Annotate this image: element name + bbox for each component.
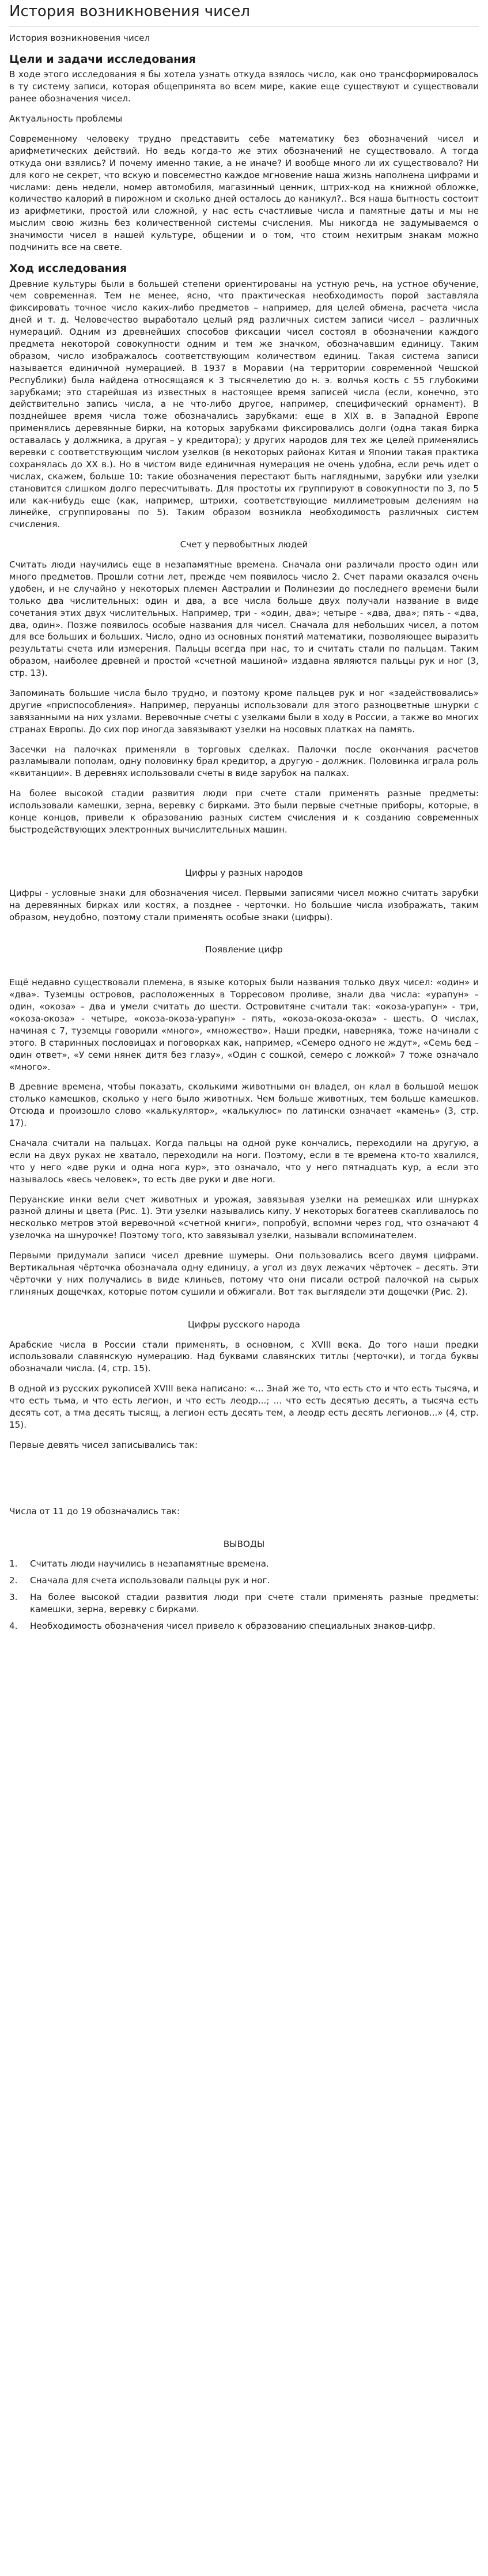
conclusions-section (9, 1538, 479, 1632)
conclusion-number: 2. (9, 1575, 18, 1586)
relevance-paragraph: Современному человеку трудно представить себе математику без обозначений чисел и арифметических действий. Но ведь когда-то же этих обозначений не существовало. А тогда откуда они взялись? И почему именно такие, а не иначе? И вообще много ли их существовало? Ни для кого не секрет, что вскую и повсеместно каждое мгновение наша жизнь наполнена цифрами и числами: день недели, номер автомобиля, магазинный ценник, штрих-код на книжной обложке, количество калорий в пирожном и сколько дней осталось до каникул?.. Вся наша бытность состоит из арифметики, простой или сложной, у нас есть счастливые числа и памятные даты и мы не мыслим свою жизнь без количественной системы счисления. Мы никогда не задумываемся о значимости чисел в нашей культуре, общении и о том, что стоим нехитрым знакам можно подчинить все на свете. (9, 133, 479, 252)
goals-paragraph: В ходе этого исследования я бы хотела узнать откуда взялось число, как оно трансформировалось в ту систему записи, которая общепринята во всем мире, какие еще существуют и существовали ранее обозначения чисел. (9, 69, 479, 104)
conclusion-item (9, 1620, 479, 1632)
russian-ciphers-section (9, 1319, 479, 1518)
goals-section (9, 52, 479, 105)
primitive-counting-section (9, 539, 479, 836)
ciphers-peoples-section (9, 867, 479, 924)
conclusion-number: 4. (9, 1621, 18, 1632)
conclusion-text: Необходимость обозначения чисел привело к образованию специальных знаков-цифр. (30, 1621, 436, 1632)
document-subtitle: История возникновения чисел (9, 32, 150, 43)
conclusion-text: Сначала для счета использовали пальцы рук и ног. (30, 1575, 270, 1586)
origin-paragraph-5: Первыми придумали записи чисел древние шумеры. Они пользовались всего двумя цифрами. Вертикальная чёрточка обозначала одну единицу, а угол из двух лежачих чёрточек – десять. Эти чёрточки у них получались в виде клиньев, потому что они писали острой палочкой на сырых глиняных дощечках, которые потом сушили и обжигали. Вот так выглядели эти дощечки (Рис. 2). (9, 1250, 479, 1297)
ciphers-peoples-paragraph: Цифры - условные знаки для обозначения чисел. Первыми записями чисел можно считать зарубки на деревянных бирках или костях, а позднее - черточки. Но большие числа изображать, таким образом, неудобно, поэтому стали применять особые знаки (цифры). (9, 887, 479, 922)
conclusions-heading: ВЫВОДЫ (223, 1538, 265, 1549)
origin-section (9, 944, 479, 1298)
section-gap (9, 844, 479, 867)
conclusion-item (9, 1575, 479, 1587)
russian-ciphers-heading: Цифры русского народа (188, 1319, 300, 1330)
section-gap (9, 964, 479, 977)
conclusion-text: На более высокой стадии развития люди при счете стали применять разные предметы: камешки, зерна, веревку с бирками. (30, 1592, 479, 1615)
research-paragraph: Древние культуры были в большей степени ориентированы на устную речь, на устное обучение, чем современная. Тем не менее, ясно, что практическая необходимость порой заставляла фиксировать точное число каких-либо предметов – например, для целей обмена, расчета числа дней и т. д. Человечество выработало целый ряд различных систем записи чисел – различных нумераций. Одним из древнейших способов фиксации чисел состоял в обозначении каждого предмета некоторой совокупности одним и тем же значком, обозначавшим единицу. Таким образом, число изображалось соответствующим количеством единиц. Такая система записи называется единичной нумерацией. В 1937 в Моравии (на территории современной Чешской Республики) была найдена относящаяся к 3 тысячелетию до н. э. волчья кость с 55 глубокими зарубками; это старейшая из известных в настоящее время записей числа (если, конечно, это действительно запись числа, а не что-либо другое, например, специфический орнамент). В позднейшее время числа тоже обозначались зарубками: еще в XIX в. в Западной Европе применялись деревянные бирки, на которых зарубками фиксировались долги (одна такая бирка оставалась у должника, а другая – у кредитора); у других народов для тех же целей применялись веревки с соответствующим числом узелков (в некоторых районах Китая и Японии такая практика сохранялась до XX в.). Но в чистом виде единичная нумерация не очень удобна, если речь идет о числах, скажем, больше 10: такие обозначения перестают быть наглядными, зарубки или узелки становится слишком долго пересчитывать. Для простоты их группируют в совокупности по 3, по 5 или как-нибудь еще (как, например, штрихи, соответствующие миллиметровым делениям на линейке, сгруппированы по 5). Таким образом возникла необходимость различных систем счисления. (9, 278, 479, 530)
conclusion-text: Считать люди научились в незапамятные времена. (30, 1559, 269, 1569)
primitive-counting-paragraph-3: Засечки на палочках применяли в торговых сделках. Палочки после окончания расчетов разламывали пополам, одну половинку брал кредитор, а другую - должник. Половинка играла роль «квитанции». В деревнях использовали счеты в виде зарубок на палках. (9, 744, 479, 779)
russian-ciphers-paragraph-4: Числа от 11 до 19 обозначались так: (9, 1505, 180, 1516)
ciphers-peoples-heading: Цифры у разных народов (185, 867, 303, 878)
origin-paragraph-4: Перуанские инки вели счет животных и урожая, завязывая узелки на ремешках или шнурках разной длины и цвета (Рис. 1). Эти узелки назывались кипу. У некоторых богатеев скапливалось по несколько метров этой веревочной «счетной книги», попробуй, вспомни через год, что означают 4 узелочка на шнурочке! Поэтому того, кто завязывал узелки, называли вспоминателем. (9, 1194, 479, 1241)
origin-paragraph-2: В древние времена, чтобы показать, сколькими животными он владел, он клал в большой мешок столько камешков, сколько у него было животных. Чем больше животных, тем больше камешков. Отсюда и произошло слово «калькулятор», «калькулюс» по латински означает «камень» (3, стр. 17). (9, 1081, 479, 1129)
section-gap (9, 1306, 479, 1319)
conclusion-number: 3. (9, 1592, 18, 1603)
origin-heading: Появление цифр (205, 944, 283, 955)
page-title: История возникновения чисел (9, 3, 250, 20)
conclusion-item (9, 1558, 479, 1570)
primitive-counting-paragraph-4: На более высокой стадии развития люди при счете стали применять разные предметы: использовали камешки, зерна, веревку с бирками. Это были первые счетные приборы, которые, в конце концов, привели к образованию разных систем счисления и к созданию современных быстродействующих электронных вычислительных машин. (9, 788, 479, 835)
title-divider (9, 26, 479, 27)
primitive-counting-paragraph-2: Запоминать большие числа было трудно, и поэтому кроме пальцев рук и ног «задействовались» другие «приспособления». Например, перуанцы использовали для этого разноцветные шнурки с завязанными на них узлами. Веревочные счеты с узелками были в ходу в России, а также во многих странах Европы. До сих пор иногда завязывают узелки на носовых платках на память. (9, 688, 479, 735)
russian-ciphers-paragraph-2: В одной из русских рукописей XVIII века написано: «... Знай же то, что есть сто и что есть тысяча, и что есть тьма, и что есть легион, и что есть леодр...; ... что есть десятью десять, а тысяча есть десять сот, а тма десять тысящ, а легион есть десять тем, а леодр есть десять легионов...» (4, стр. 15). (9, 1383, 479, 1430)
conclusion-number: 1. (9, 1559, 18, 1569)
section-gap (9, 931, 479, 944)
relevance-section (9, 113, 479, 254)
figure-gap (9, 1459, 479, 1482)
primitive-counting-heading: Счет у первобытных людей (180, 539, 308, 550)
research-heading: Ход исследования (9, 262, 127, 275)
section-gap (9, 1526, 479, 1538)
origin-paragraph-3: Сначала считали на пальцах. Когда пальцы на одной руке кончались, переходили на другую, а если на двух руках не хватало, переходили на ноги. Поэтому, если в те времена кто-то хвалился, что у него «две руки и одна нога кур», это означало, что у него пятнадцать кур, а если это называлось «весь человек», то есть две руки и две ноги. (9, 1137, 479, 1185)
russian-ciphers-paragraph-3: Первые девять чисел записывались так: (9, 1439, 198, 1450)
goals-heading: Цели и задачи исследования (9, 52, 196, 66)
primitive-counting-paragraph-1: Считать люди научились еще в незапамятные времена. Сначала они различали просто один или много предметов. Прошли сотни лет, прежде чем появилось число 2. Счет парами оказался очень удобен, и не случайно у некоторых племен Австралии и Полинезии до последнего времени были только два числительных: один и два, а все числа больше двух получали название в виде сочетания этих двух числительных. Например, три - «один, два»; четыре - «два, два»; пять - «два, два, один». Позже появилось особые названия для чисел. Сначала для небольших чисел, а потом для все больших и больших. Число, одно из основных понятий математики, позволяющее выразить результаты счета или измерения. Пальцы всегда при нас, то и считать стали по пальцам. Таким образом, наиболее древней и простой «счетной машиной» издавна являются пальцы рук и ног (3, стр. 13). (9, 559, 479, 679)
research-section (9, 262, 479, 531)
figure-gap (9, 1482, 479, 1505)
origin-paragraph-1: Ещё недавно существовали племена, в языке которых были названия только двух чисел: «один» и «два». Туземцы островов, расположенных в Торресовом проливе, знали два числа: «урапун» – один, «окоза» – два и умели считать до шести. Островитяне считали так: «окоза-урапун» - три, «окоза-окоза» - четыре, «окоза-окоза-урапун» - пять, «окоза-окоза-окоза» - шесть. О числах, начиная с 7, туземцы говорили «много», «множество». Наши предки, наверняка, тоже начинали с этого. В старинных пословицах и поговорках как, например, «Семеро одного не ждут», «Семь бед – один ответ», «У семи нянек дитя без глазу», «Один с сошкой, семеро с ложкой» 7 тоже означало «много». (9, 977, 479, 1072)
relevance-label: Актуальность проблемы (9, 114, 123, 124)
russian-ciphers-paragraph-1: Арабские числа в России стали применять, в основном, с XVIII века. До того наши предки использовали славянскую нумерацию. Над буквами славянских титлы (черточки), и тогда буквы обозначали числа. (4, стр. 15). (9, 1339, 479, 1374)
conclusion-item (9, 1591, 479, 1616)
